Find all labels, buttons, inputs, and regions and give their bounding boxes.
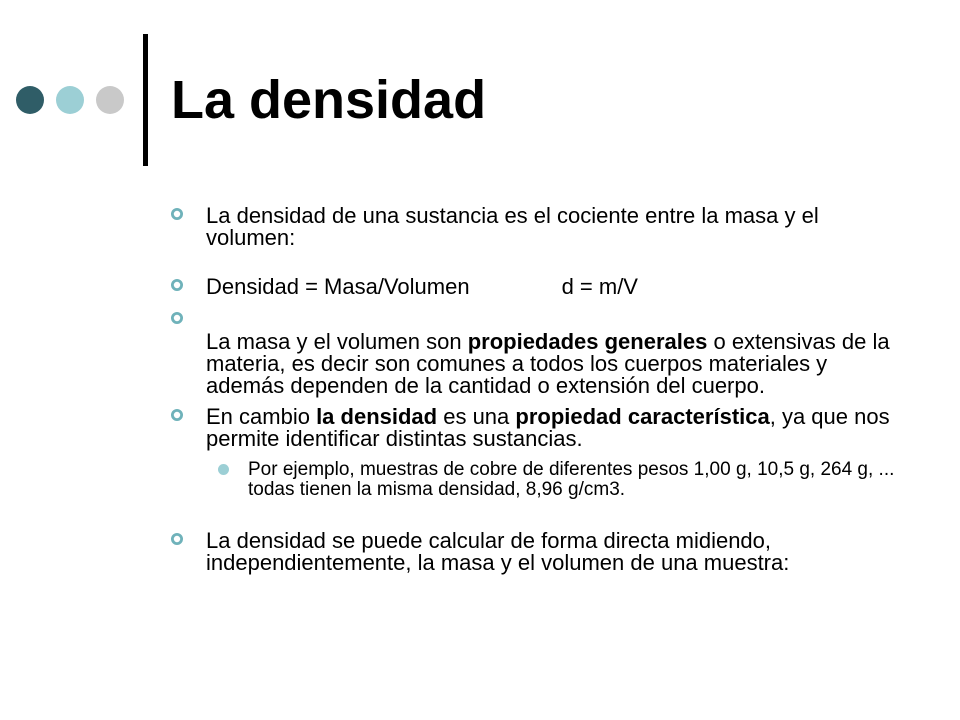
- bold-general-properties: propiedades generales: [467, 329, 708, 354]
- formula-symbols: d = m/V: [561, 274, 638, 299]
- light-teal-dot: [56, 86, 84, 114]
- slide-body: [170, 205, 910, 574]
- title-divider: [143, 34, 148, 166]
- dot-bullet-icon: [218, 464, 229, 475]
- bold-density: la densidad: [316, 404, 438, 429]
- dark-teal-dot: [16, 86, 44, 114]
- slide-title: La densidad: [171, 70, 487, 130]
- decorative-dots: [16, 86, 126, 116]
- bullet-definition: La densidad de una sustancia es el cociente entre la masa y el volumen:: [170, 205, 910, 249]
- bullet-characteristic-property: En cambio la densidad es una propiedad característica, ya que nos permite identificar distintas sustancias.: [170, 406, 910, 450]
- ring-bullet-icon: [170, 207, 184, 221]
- sub-bullet-copper-example: Por ejemplo, muestras de cobre de diferentes pesos 1,00 g, 10,5 g, 264 g, ... todas tienen la misma densidad, 8,96 g/cm3.: [170, 460, 910, 500]
- ring-bullet-icon: [170, 532, 184, 546]
- ring-bullet-icon: [170, 408, 184, 422]
- bullet-formula: [170, 276, 910, 298]
- bullet-direct-calculation: La densidad se puede calcular de forma directa midiendo, independientemente, la masa y el volumen de una muestra:: [170, 530, 910, 574]
- bold-characteristic-property: propiedad característica: [515, 404, 770, 429]
- ring-bullet-icon: [170, 311, 184, 325]
- bullet-general-properties: La masa y el volumen son propiedades generales o extensivas de la materia, es decir son comunes a todos los cuerpos materiales y además dependen de la cantidad o extensión del cuerpo.: [170, 309, 910, 397]
- gray-dot: [96, 86, 124, 114]
- ring-bullet-icon: [170, 278, 184, 292]
- formula-words: Densidad = Masa/Volumen: [206, 274, 470, 299]
